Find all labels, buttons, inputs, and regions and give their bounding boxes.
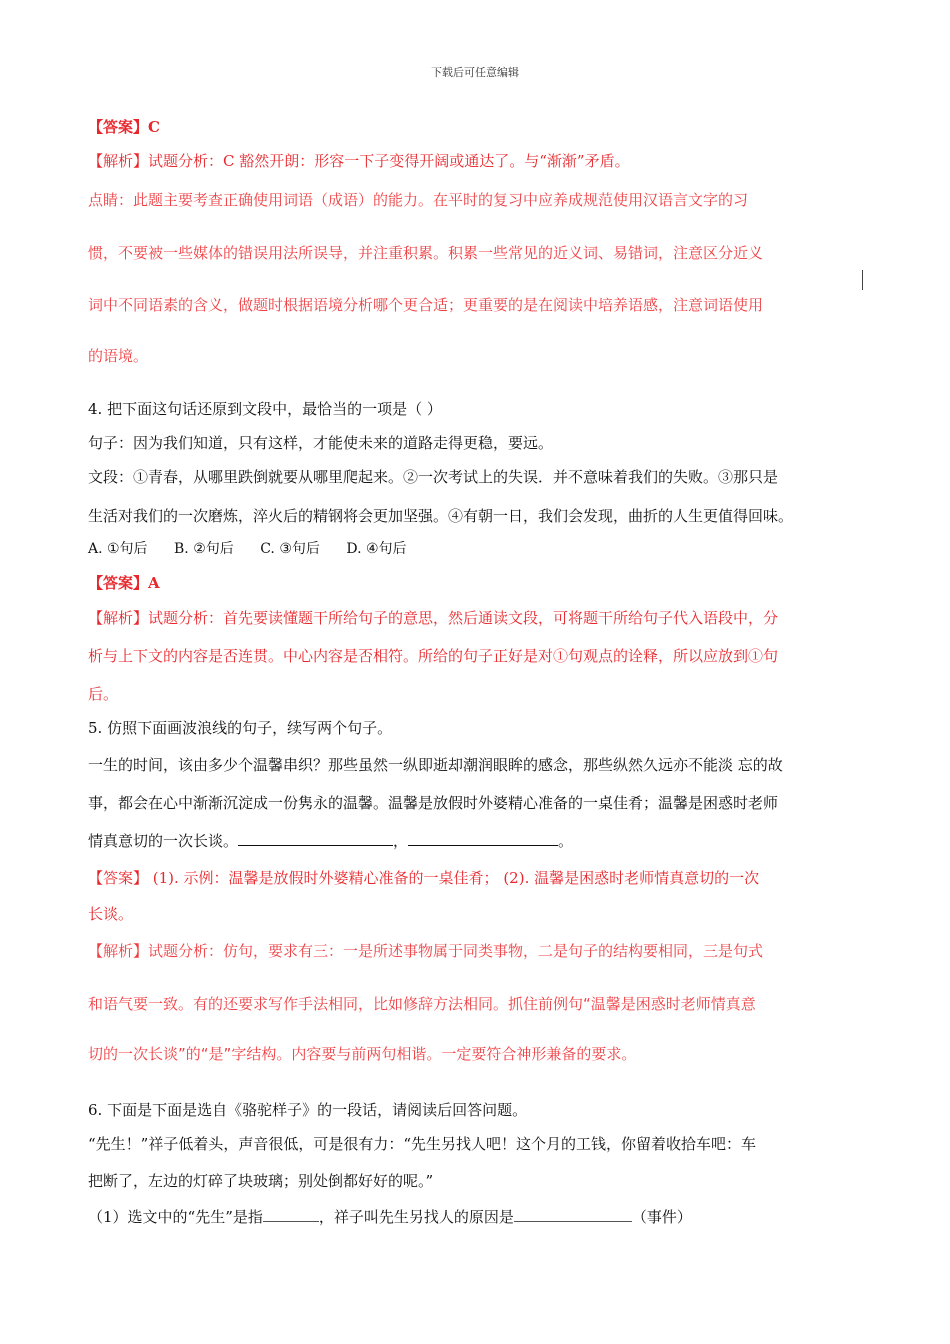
q6-blank-1[interactable] [263,1207,319,1222]
q5-answer-line: 长谈。 [88,905,134,923]
q5-analysis-line: 切的一次长谈”的“是”字结构。内容要与前两句相谐。一定要符合神形兼备的要求。 [88,1045,637,1063]
q4-analysis-line: 【解析】试题分析：首先要读懂题干所给句子的意思，然后通读文段，可将题干所给句子代入语段中，分 [88,609,779,627]
q4-analysis-line: 后。 [88,685,119,703]
q6-blank-2[interactable] [514,1207,632,1222]
q6-quote-line: “先生！”祥子低着头，声音很低，可是很有力：“先生另找人吧！这个月的工钱，你留着收拾车吧：车 [88,1135,757,1153]
q4-option-d: D. ④句后 [346,541,407,557]
q4-analysis-line: 析与上下文的内容是否连贯。中心内容是否相符。所给的句子正好是对①句观点的诠释，所以应放到①句 [88,647,779,665]
q3-tip-line: 惯，不要被一些媒体的错误用法所误导，并注重积累。积累一些常见的近义词、易错词，注意区分近义 [88,244,764,262]
q5-answer-line: 【答案】 (1). 示例：温馨是放假时外婆精心准备的一桌佳肴； (2). 温馨是困惑时老师情真意切的一次 [88,869,760,887]
q6-sub1-middle: ，祥子叫先生另找人的原因是 [318,1208,514,1226]
page-header: 下载后可任意编辑 [431,66,519,79]
q5-blank-1[interactable] [238,831,393,846]
q3-tip-line: 词中不同语素的含义，做题时根据语境分析哪个更合适；更重要的是在阅读中培养语感，注意词语使用 [88,296,764,314]
text-cursor [862,270,863,290]
q5-text-line: 一生的时间，该由多少个温馨串织？那些虽然一纵即逝却潮润眼眸的感念，那些纵然久远亦不能淡 忘的故 [88,756,783,774]
q5-stem: 5. 仿照下面画波浪线的句子，续写两个句子。 [88,719,393,737]
q5-analysis-line: 和语气要一致。有的还要求写作手法相同，比如修辞方法相同。抓住前例句“温馨是困惑时老师情真意 [88,995,756,1013]
q3-answer: 【答案】C [88,118,160,136]
q4-option-a: A. ①句后 [88,541,148,557]
q5-comma: ， [393,832,409,850]
q5-text-prefix: 情真意切的一次长谈。 [88,832,239,850]
q5-text-line: 事，都会在心中渐渐沉淀成一份隽永的温馨。温馨是放假时外婆精心准备的一桌佳肴；温馨是困惑时老师 [88,794,779,812]
q6-stem: 6. 下面是下面是选自《骆驼样子》的一段话，请阅读后回答问题。 [88,1101,528,1119]
q4-option-b: B. ②句后 [174,541,234,557]
q4-answer: 【答案】A [88,574,160,592]
q4-stem: 4. 把下面这句话还原到文段中，最恰当的一项是（ ） [88,400,442,418]
q6-quote-line: 把断了，左边的灯碎了块玻璃；别处倒都好好的呢。” [88,1172,434,1190]
q3-analysis: 【解析】试题分析：C 豁然开朗：形容一下子变得开阔或通达了。与“渐渐”矛盾。 [88,152,630,170]
q5-blank-2[interactable] [408,831,558,846]
q5-text-last-line [88,831,573,851]
q4-sentence: 句子：因为我们知道，只有这样，才能使未来的道路走得更稳，要远。 [88,434,554,452]
q4-passage-line: 文段：①青春，从哪里跌倒就要从哪里爬起来。②一次考试上的失误．并不意味着我们的失败。③那只是 [88,468,779,486]
q4-passage-line: 生活对我们的一次磨炼，淬火后的精钢将会更加坚强。④有朝一日，我们会发现，曲折的人生更值得回味。 [88,507,794,525]
q6-sub-question-1 [88,1207,692,1227]
q6-sub1-prefix: （1）选文中的“先生”是指 [88,1208,263,1226]
q3-tip-line: 的语境。 [88,347,149,365]
q5-analysis-line: 【解析】试题分析：仿句，要求有三：一是所述事物属于同类事物，二是句子的结构要相同，三是句式 [88,942,764,960]
q6-sub1-suffix: （事件） [631,1208,692,1226]
q4-options [88,539,429,559]
q4-option-c: C. ③句后 [260,541,320,557]
q5-period: 。 [558,832,574,850]
q3-tip-line: 点睛：此题主要考查正确使用词语（成语）的能力。在平时的复习中应养成规范使用汉语言文字的习 [88,191,749,209]
